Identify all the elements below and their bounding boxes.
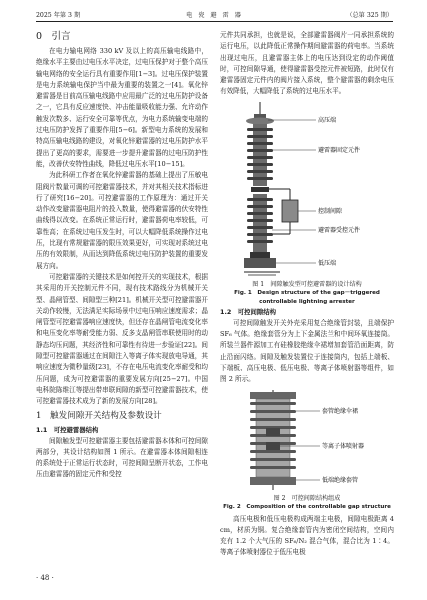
fig1-label-fixed: 避雷器固定元件 [318,146,361,154]
controlled-element-stack [247,194,273,252]
left-column [36,30,208,481]
fixed-element-stack [247,124,273,186]
fig2-label-low-end: 低端绝缘套管 [322,476,359,484]
section-heading-1: 1 触发间隙开关结构及参数设计 [36,410,162,421]
low-voltage-electrode [266,442,280,450]
paragraph: 间隙触发型可控避雷器主要包括避雷器本体和可控间隙两部分，其设计结构如图 1 所示。在避雷器本体间隙相连的系统处于正常运行状态时，可控间隙呈断开状态，工作电压由避雷器的固定元件和受控 [36,436,208,479]
subsection-heading-1-1: 1.1 可控避雷器结构 [36,425,99,434]
paragraph: 元件共同承担，也就是说，全部避雷器阀片一同承担系统的运行电压，以此降低正常操作期间避雷器的荷电率。当系统出现过电压，且避雷器主体上的电压达到设定的动作阈值时，可控间隙导通，使得避雷器受控元件被短路，此时仅有避雷器固定元件内的阀片接入系统，整个避雷器的剩余电压有效降低，大幅降低了系统的过电压水平。 [220,31,394,96]
right-column [220,30,394,559]
section-heading-intro: 0 引言 [36,31,71,42]
fig1-label-low: 低压端 [318,259,337,267]
figure-1-caption: 图 1 间隙触发型可控避雷器的设计结构 [252,281,362,289]
paragraph: 可控避雷器的关键技术是如何控开关的实现技术，根据其采用的开关控制元件不同，现有技术路线分为机械开关型、晶闸管型、间隙型三种[21]。机械开关型可控避雷器开关动作较慢，无法满足实际场景中过电压响应速度需求；晶闸管型可控避雷器响应速度快，但还存在晶闸管电流变化率和电压变化率等耐受能力弱、反多支晶闸管串联使用时的动静态均压问题，其经济性和可靠性有待进一步验证[22]。间隙型可控避雷器通过在间隙注入等离子体实现放电导通，其响应速度为微秒量级[23]，不存在电压电流变化率耐受和均压问题，成为可控避雷器的重要发展方向[25−27]。中国电科院陈维江等提出带串联间隙的新型可控避雷器技术，使可控避雷器技术成为了新的发展方向[28]。 [36,272,208,406]
fig1-label-trigger: 控制间隙 [318,207,343,215]
header-rule [36,21,393,22]
journal-title: 电 瓷 避 雷 器 [186,12,243,19]
fig1-label-high: 高压端 [318,116,337,124]
arrester-diagram [220,102,394,276]
high-voltage-electrode [266,428,280,436]
paragraph: 在电力输电网络 330 kV 及以上的高压输电线路中，绝缘水平主要由过电压水平决定，过电压保护对于整个高压输电网络的安全运行具有重要作用[1−3]。过电压保护装置是电力系统输电保护当中最为重要的装置之一[4]。氧化锌避雷器是目前高压输电线路中应用最广泛的过电压防护设备之一，它具有反应速度快、冲击能量吸收能力强、允许动作触发次数多、运行安全可靠等优点，为电力系统输变电端的过电压防护发挥了重要作用[5−6]。新型电力系统的发展和特高压输电线路的建设，对氧化锌避雷器的过电压防护水平提出了更高的要求，需要进一步提升避雷器的过电压防护性能，改善伏安特性曲线，降低过电压水平[10−15]。 [36,47,208,168]
subsection-heading-1-2: 1.2 可控间隙结构 [220,307,277,316]
paragraph: 高压电极和低压电极构成两端主电极，间隙电极距离 4 cm，材质为铜。复合绝缘套管内为密闭空间结构，空间内充有 1.2 个大气压的 SF₆/N₂ 混合气体，混合比为 1∶4。等离子体喷射器位于低压电极 [220,514,394,557]
fig2-label-plasma: 等离子体喷射器 [322,442,365,450]
fig2-label-sleeve: 套管绝缘伞裙 [322,407,359,415]
issue-label: 2025 年第 3 期 [36,12,81,19]
paragraph: 可控间隙触发开关外壳采用复合绝缘管封装，且端保护 SF₆ 气体。绝缘套管分为上下金属法兰和中间环氧连接筒。所装兰器件源加工有硅橡胶绝缘伞裙增加套管沿面距离，防止沿面闪络。间隙及触发装置位于连接筒内，包括上端板、下端板、高压电极、低压电极、等离子体喷射器等组件，如图 2 所示。 [220,318,394,384]
trigger-gap [282,200,298,222]
figure-1-caption-en: Fig. 1 Design structure of the gap－triggered controllable lightning arrester [234,290,380,306]
paragraph: 为此科研工作者在氧化锌避雷器的基础上提出了压敏电阻阀片数量可调的可控避雷器技术，并对其相关技术指标进行了研究[16−20]。可控避雷器的工作原理为：通过开关动作改变避雷器电阻片的投入数量，使得避雷器的伏安特性曲线得以改变。在系统正常运行时，避雷器荷电率较低，可靠性高；在系统过电压发生时，可以大幅降低系统操作过电压，比现有常规避雷器的限压效果更好，可实现对系统过电压的有效限制，从而达到降低系统过电压防护装置的重要发展方向。 [36,171,208,270]
running-header [36,10,393,20]
figure-1 [220,102,394,306]
total-issue: （总第 325 期） [346,12,393,19]
figure-2-caption-en: Fig. 2 Composition of the controllable gap structure [223,504,391,511]
gap-structure-diagram [220,390,394,490]
sleeve-sheds [250,399,296,477]
figure-2 [220,390,394,510]
fig1-label-controlled: 避雷器受控元件 [318,226,361,234]
figure-2-caption: 图 2 可控间隙结构组成 [273,494,341,502]
page-number: · 48 · [36,574,54,582]
